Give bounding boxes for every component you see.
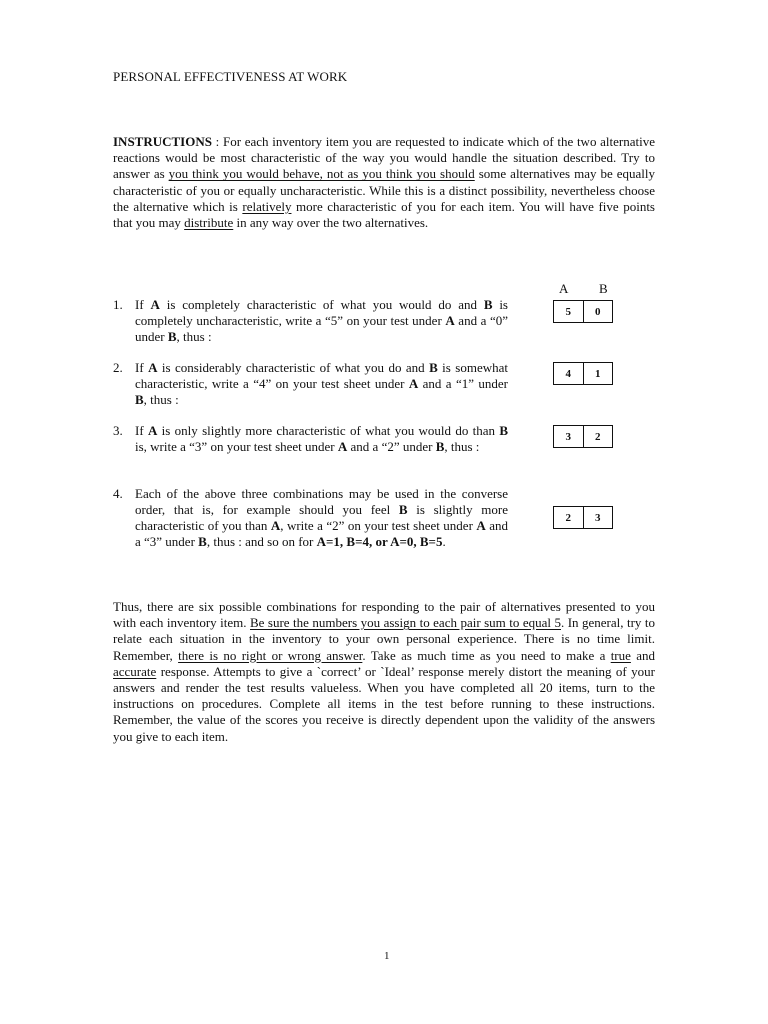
score-a: 5 bbox=[565, 305, 571, 318]
closing-text-5: response. Attempts to give a `correct’ or `Ideal’ response merely distort the meaning of your answers and render the test results valueless. When you have completed all 20 items, turn to the instructions on procedures. Complete all items in the test before running to these instructions. Remember, the value of the scores you receive is directly dependent upon the validity of the answers you give to each item. bbox=[113, 663, 655, 744]
score-b: 0 bbox=[583, 301, 613, 322]
page-number: 1 bbox=[384, 950, 390, 962]
item-number: 1. bbox=[113, 297, 123, 312]
score-b: 1 bbox=[583, 363, 613, 384]
score-a: 4 bbox=[565, 367, 571, 380]
column-header-b: B bbox=[599, 281, 608, 296]
instructions-text-3: more characteristic of you for each item. You will have five points that you may bbox=[113, 198, 655, 231]
item-text: If A is considerably characteristic of what you do and B is somewhat characteristic, write a “4” on your test sheet under A and a “1” under B, thus : bbox=[135, 360, 508, 407]
instructions-underline-3: distribute bbox=[184, 215, 234, 231]
score-box-3 bbox=[553, 425, 613, 448]
inventory-item-4 bbox=[113, 486, 508, 550]
score-a: 3 bbox=[565, 430, 571, 443]
closing-underline-1: Be sure the numbers you assign to each pair sum to equal 5 bbox=[250, 615, 561, 631]
item-number: 3. bbox=[113, 423, 123, 438]
score-b: 2 bbox=[583, 426, 613, 447]
closing-paragraph bbox=[113, 599, 655, 745]
item-number: 4. bbox=[113, 486, 123, 501]
instructions-text-4: in any way over the two alternatives. bbox=[233, 215, 429, 231]
instructions-underline-2: relatively bbox=[242, 198, 292, 214]
closing-text-2: . In general, try to relate each situation in the inventory to your own personal experience. There is no time limit. Remember, bbox=[113, 615, 656, 663]
item-text: If A is completely characteristic of what you would do and B is completely uncharacteristic, write a “5” on your test under A and a “0” under B, thus : bbox=[135, 297, 508, 344]
closing-underline-2: there is no right or wrong answer bbox=[178, 647, 363, 663]
inventory-item-2 bbox=[113, 360, 508, 408]
closing-underline-3: true bbox=[610, 647, 631, 663]
instructions-text-2: some alternatives may be equally characteristic of you or equally uncharacteristic. While this is a distinct possibility, nevertheless choose the alternative which is bbox=[113, 166, 655, 214]
inventory-item-3 bbox=[113, 423, 508, 455]
closing-underline-4: accurate bbox=[113, 663, 157, 679]
score-box-4 bbox=[553, 506, 613, 529]
instructions-paragraph bbox=[113, 134, 655, 231]
column-header-a: A bbox=[559, 281, 569, 296]
closing-text-3: . Take as much time as you need to make a bbox=[362, 647, 611, 663]
score-box-1 bbox=[553, 300, 613, 323]
item-text: If A is only slightly more characteristic of what you would do than B is, write a “3” on your test sheet under A and a “2” under B, thus : bbox=[135, 423, 508, 454]
instructions-underline-1: you think you would behave, not as you think you should bbox=[168, 166, 475, 182]
document-title: PERSONAL EFFECTIVENESS AT WORK bbox=[113, 69, 348, 84]
score-box-2 bbox=[553, 362, 613, 385]
instructions-text-1: : For each inventory item you are requested to indicate which of the two alternative reactions would be most characteristic of the way you would handle the situation described. Try to answer as bbox=[113, 134, 655, 182]
closing-text-1: Thus, there are six possible combinations for responding to the pair of alternatives presented to you with each inventory item. bbox=[113, 599, 655, 631]
instructions-label: INSTRUCTIONS bbox=[113, 134, 212, 149]
item-number: 2. bbox=[113, 360, 123, 375]
score-b: 3 bbox=[583, 507, 613, 528]
item-text: Each of the above three combinations may be used in the converse order, that is, for example should you feel B is slightly more characteristic of you than A, write a “2” on your test sheet under A and a “3” under B, thus : and so on for A=1, B=4, or A=0, B=5. bbox=[135, 486, 509, 549]
score-a: 2 bbox=[565, 511, 571, 524]
closing-text-4: and bbox=[630, 647, 655, 663]
inventory-item-1 bbox=[113, 297, 508, 345]
